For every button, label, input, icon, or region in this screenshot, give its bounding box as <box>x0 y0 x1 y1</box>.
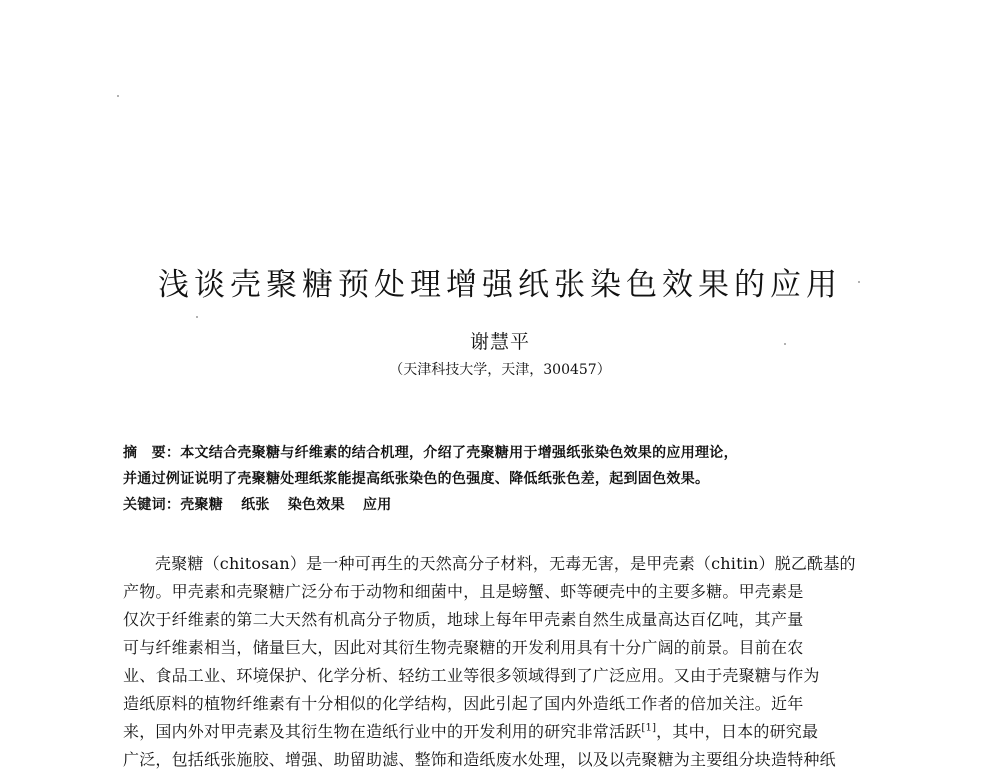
body-line: 仅次于纤维素的第二大天然有机高分子物质，地球上每年甲壳素自然生成量高达百亿吨，其产量 <box>123 610 804 629</box>
keyword: 纸张 <box>241 497 270 513</box>
paper-title: 浅谈壳聚糖预处理增强纸张染色效果的应用 <box>158 266 842 303</box>
body-paragraph <box>123 550 865 774</box>
keyword: 染色效果 <box>287 497 345 513</box>
body-line: 广泛，包括纸张施胶、增强、助留助滤、整饰和造纸废水处理，以及以壳聚糖为主要组分块造特种纸 <box>123 750 836 769</box>
body-line: 业、食品工业、环境保护、化学分析、轻纺工业等很多领域得到了广泛应用。又由于壳聚糖与作为 <box>123 666 820 685</box>
body-line: 壳聚糖（chitosan）是一种可再生的天然高分子材料，无毒无害，是甲壳素（chitin）脱乙酰基的 <box>155 554 856 573</box>
abstract-text-1: 本文结合壳聚糖与纤维素的结合机理，介绍了壳聚糖用于增强纸张染色效果的应用理论， <box>180 445 738 461</box>
abstract-label: 摘 要： <box>123 445 181 461</box>
keywords-label: 关键词： <box>123 497 181 513</box>
keyword: 壳聚糖 <box>180 497 224 513</box>
body-line: 产物。甲壳素和壳聚糖广泛分布于动物和细菌中，且是螃蟹、虾等硬壳中的主要多糖。甲壳素是 <box>123 582 804 601</box>
citation-marker: [1] <box>641 722 657 734</box>
scan-speck <box>196 316 198 318</box>
body-line: 造纸原料的植物纤维素有十分相似的化学结构，因此引起了国内外造纸工作者的倍加关注。近年 <box>123 694 804 713</box>
keyword: 应用 <box>362 497 392 513</box>
abstract-line-1 <box>123 440 865 466</box>
keywords-line <box>123 492 865 518</box>
body-text-before-citation: 来，国内外对甲壳素及其衍生物在造纸行业中的开发利用的研究非常活跃 <box>123 722 642 741</box>
abstract-block <box>123 440 865 518</box>
scan-speck <box>117 95 119 97</box>
author-name: 谢慧平 <box>469 331 530 353</box>
body-text-after-citation: ，其中，日本的研究最 <box>656 722 819 741</box>
body-line: 可与纤维素相当，储量巨大，因此对其衍生物壳聚糖的开发利用具有十分广阔的前景。目前在农 <box>123 638 804 657</box>
body-line <box>123 718 865 746</box>
abstract-line-2: 并通过例证说明了壳聚糖处理纸浆能提高纸张染色的色强度、降低纸张色差，起到固色效果。 <box>123 471 710 487</box>
author-affiliation: （天津科技大学，天津，300457） <box>389 362 611 378</box>
